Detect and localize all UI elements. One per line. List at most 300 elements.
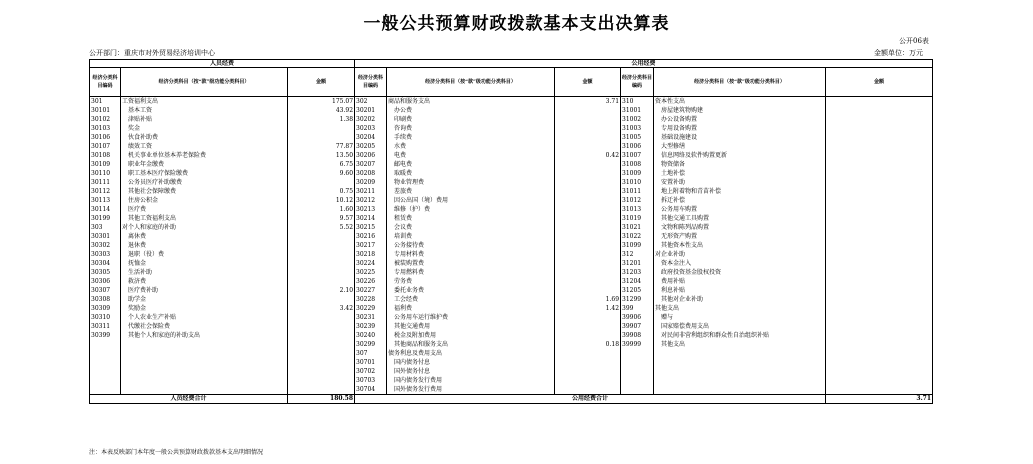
table-row (90, 232, 933, 241)
cell-amount (826, 124, 933, 133)
cell-code: 31003 (621, 124, 654, 133)
cell-amount: 0.18 (555, 340, 621, 349)
cell-code: 30305 (90, 268, 121, 277)
cell-code (90, 385, 121, 395)
cell-amount (555, 277, 621, 286)
cell-name: 职工基本医疗保险缴费 (121, 169, 288, 178)
cell-code (621, 358, 654, 367)
cell-name: 国内债务付息 (387, 358, 555, 367)
cell-amount (555, 214, 621, 223)
cell-code (90, 340, 121, 349)
cell-amount (555, 106, 621, 115)
cell-amount (555, 205, 621, 214)
cell-name: 水费 (387, 142, 555, 151)
cell-name: 文物和陈列品购置 (654, 223, 826, 232)
table-row (90, 241, 933, 250)
cell-code: 31009 (621, 169, 654, 178)
cell-name (121, 340, 288, 349)
cell-code: 31001 (621, 106, 654, 115)
cell-amount (555, 115, 621, 124)
table-row (90, 151, 933, 160)
cell-name: 绩效工资 (121, 142, 288, 151)
table-row (90, 349, 933, 358)
cell-amount: 1.38 (288, 115, 355, 124)
cell-code: 30304 (90, 259, 121, 268)
cell-amount: 1.42 (555, 304, 621, 313)
cell-amount (826, 169, 933, 178)
section-personnel: 人员经费 (90, 60, 355, 68)
cell-amount (826, 376, 933, 385)
cell-amount (555, 385, 621, 395)
col-header-code: 经济分类科目编码 (621, 68, 654, 97)
cell-code: 307 (355, 349, 387, 358)
cell-name: 土地补偿 (654, 169, 826, 178)
cell-name: 劳务费 (387, 277, 555, 286)
table-row (90, 277, 933, 286)
cell-code: 30240 (355, 331, 387, 340)
cell-code: 31204 (621, 277, 654, 286)
table-row (90, 376, 933, 385)
cell-name: 取暖费 (387, 169, 555, 178)
cell-name: 维修（护）费 (387, 205, 555, 214)
cell-code: 30209 (355, 178, 387, 187)
cell-amount (826, 295, 933, 304)
cell-code: 31010 (621, 178, 654, 187)
table-row (90, 106, 933, 115)
cell-code: 30113 (90, 196, 121, 205)
cell-code: 399 (621, 304, 654, 313)
table-row (90, 142, 933, 151)
cell-code: 31007 (621, 151, 654, 160)
cell-code: 31012 (621, 196, 654, 205)
cell-name: 其他工资福利支出 (121, 214, 288, 223)
cell-code: 30112 (90, 187, 121, 196)
cell-name: 基础设施建设 (654, 133, 826, 142)
cell-amount (555, 187, 621, 196)
cell-code: 31022 (621, 232, 654, 241)
cell-name (654, 367, 826, 376)
cell-code: 30310 (90, 313, 121, 322)
cell-name: 印刷费 (387, 115, 555, 124)
cell-amount: 5.52 (288, 223, 355, 232)
cell-name (121, 376, 288, 385)
cell-name: 费用补贴 (654, 277, 826, 286)
personnel-total-label: 人员经费合计 (90, 395, 288, 404)
cell-name: 租赁费 (387, 214, 555, 223)
cell-name: 办公费 (387, 106, 555, 115)
cell-amount (288, 250, 355, 259)
table-row (90, 331, 933, 340)
cell-name: 邮电费 (387, 160, 555, 169)
cell-name: 国外债务付息 (387, 367, 555, 376)
cell-name: 救济费 (121, 277, 288, 286)
col-header-amount: 金额 (826, 68, 933, 97)
cell-name: 培训费 (387, 232, 555, 241)
cell-name: 委托业务费 (387, 286, 555, 295)
cell-code: 31299 (621, 295, 654, 304)
public-total-label: 公用经费合计 (355, 395, 826, 404)
cell-name: 专用材料费 (387, 250, 555, 259)
cell-code: 31099 (621, 241, 654, 250)
cell-name: 利息补贴 (654, 286, 826, 295)
table-row (90, 268, 933, 277)
expenditure-table (89, 59, 933, 404)
cell-amount (288, 277, 355, 286)
cell-code: 30307 (90, 286, 121, 295)
table-row (90, 124, 933, 133)
cell-name: 专用燃料费 (387, 268, 555, 277)
cell-amount (555, 142, 621, 151)
cell-amount (288, 124, 355, 133)
cell-name: 无形资产购置 (654, 232, 826, 241)
table-row (90, 133, 933, 142)
cell-code: 31005 (621, 133, 654, 142)
cell-code: 30203 (355, 124, 387, 133)
cell-name (654, 385, 826, 395)
cell-amount (555, 250, 621, 259)
cell-code: 39906 (621, 313, 654, 322)
cell-name (121, 349, 288, 358)
cell-name: 对企业补助 (654, 250, 826, 259)
table-row (90, 187, 933, 196)
cell-code: 31019 (621, 214, 654, 223)
cell-amount (826, 286, 933, 295)
cell-amount (826, 196, 933, 205)
cell-code: 30704 (355, 385, 387, 395)
cell-name: 大型修缮 (654, 142, 826, 151)
cell-amount (826, 178, 933, 187)
cell-code: 31002 (621, 115, 654, 124)
table-row (90, 97, 933, 107)
cell-amount (826, 259, 933, 268)
cell-amount: 0.75 (288, 187, 355, 196)
cell-name: 对民间非营利组织和群众性自治组织补贴 (654, 331, 826, 340)
table-row (90, 322, 933, 331)
cell-amount (555, 169, 621, 178)
cell-amount (826, 115, 933, 124)
cell-amount (555, 376, 621, 385)
cell-amount (826, 358, 933, 367)
cell-name: 津贴补贴 (121, 115, 288, 124)
cell-amount (555, 286, 621, 295)
cell-amount: 43.92 (288, 106, 355, 115)
table-row (90, 340, 933, 349)
cell-name: 国外债务发行费用 (387, 385, 555, 395)
table-row (90, 115, 933, 124)
cell-name: 机关事业单位基本养老保险费 (121, 151, 288, 160)
cell-name: 代缴社会保险费 (121, 322, 288, 331)
cell-amount: 3.42 (288, 304, 355, 313)
col-header-amount: 金额 (555, 68, 621, 97)
cell-code: 30701 (355, 358, 387, 367)
column-header-row (90, 68, 933, 97)
cell-amount (826, 349, 933, 358)
cell-code: 30204 (355, 133, 387, 142)
section-header-row (90, 60, 933, 68)
cell-amount (826, 142, 933, 151)
cell-code: 312 (621, 250, 654, 259)
cell-code: 30217 (355, 241, 387, 250)
table-row (90, 295, 933, 304)
cell-name: 办公设备购置 (654, 115, 826, 124)
cell-amount (288, 259, 355, 268)
table-row (90, 223, 933, 232)
cell-code: 30239 (355, 322, 387, 331)
cell-name: 差旅费 (387, 187, 555, 196)
cell-amount (288, 367, 355, 376)
cell-amount: 77.87 (288, 142, 355, 151)
cell-name (121, 358, 288, 367)
cell-amount (288, 349, 355, 358)
department-label: 公开部门：重庆市对外贸易经济培训中心 (89, 49, 215, 57)
cell-amount (555, 196, 621, 205)
cell-name: 债务利息及费用支出 (387, 349, 555, 358)
cell-code: 30114 (90, 205, 121, 214)
cell-amount: 1.69 (555, 295, 621, 304)
cell-name: 被装购置费 (387, 259, 555, 268)
cell-code: 30224 (355, 259, 387, 268)
cell-code: 30208 (355, 169, 387, 178)
table-row (90, 304, 933, 313)
cell-name: 助学金 (121, 295, 288, 304)
cell-code: 30226 (355, 277, 387, 286)
cell-name: 其他对企业补助 (654, 295, 826, 304)
cell-amount (555, 313, 621, 322)
cell-name: 资本性支出 (654, 97, 826, 107)
cell-code: 30702 (355, 367, 387, 376)
cell-name: 信息网络及软件购置更新 (654, 151, 826, 160)
cell-amount (555, 367, 621, 376)
cell-amount (288, 385, 355, 395)
cell-code: 310 (621, 97, 654, 107)
cell-code: 30308 (90, 295, 121, 304)
col-header-name: 经济分类科目（按“款”级功能分类科目） (654, 68, 826, 97)
cell-code: 30207 (355, 160, 387, 169)
cell-name: 安置补助 (654, 178, 826, 187)
cell-amount: 1.60 (288, 205, 355, 214)
cell-code: 30206 (355, 151, 387, 160)
table-row (90, 160, 933, 169)
cell-amount (555, 232, 621, 241)
cell-code: 303 (90, 223, 121, 232)
cell-amount (288, 322, 355, 331)
cell-amount (826, 385, 933, 395)
cell-name: 退休费 (121, 241, 288, 250)
table-code: 公开06表 (899, 37, 929, 45)
cell-code: 30106 (90, 133, 121, 142)
table-row (90, 286, 933, 295)
cell-amount (288, 295, 355, 304)
cell-code: 30311 (90, 322, 121, 331)
footnote: 注：本表反映部门本年度一般公共预算财政拨款基本支出明细情况 (89, 449, 264, 456)
cell-code: 39907 (621, 322, 654, 331)
cell-amount (555, 358, 621, 367)
cell-amount (288, 178, 355, 187)
cell-code: 30201 (355, 106, 387, 115)
cell-name: 国家赔偿费用支出 (654, 322, 826, 331)
cell-code: 30309 (90, 304, 121, 313)
cell-name (654, 349, 826, 358)
table-row (90, 259, 933, 268)
cell-code: 30102 (90, 115, 121, 124)
cell-amount (826, 313, 933, 322)
cell-amount (555, 223, 621, 232)
cell-code: 30227 (355, 286, 387, 295)
cell-name: 公务用车运行维护费 (387, 313, 555, 322)
col-header-code: 经济分类科目编码 (355, 68, 387, 97)
cell-amount (826, 277, 933, 286)
cell-amount (826, 340, 933, 349)
cell-name: 因公出国（境）费用 (387, 196, 555, 205)
cell-name: 物资储备 (654, 160, 826, 169)
cell-name: 对个人和家庭的补助 (121, 223, 288, 232)
cell-amount (826, 304, 933, 313)
cell-name: 住房公积金 (121, 196, 288, 205)
public-total-value: 3.71 (826, 395, 933, 404)
cell-code: 30213 (355, 205, 387, 214)
cell-code: 31013 (621, 205, 654, 214)
cell-amount (826, 223, 933, 232)
cell-amount (826, 205, 933, 214)
cell-code: 30399 (90, 331, 121, 340)
table-row (90, 313, 933, 322)
cell-code: 30109 (90, 160, 121, 169)
cell-name: 基本工资 (121, 106, 288, 115)
cell-code: 30202 (355, 115, 387, 124)
cell-name (121, 367, 288, 376)
cell-code: 30703 (355, 376, 387, 385)
cell-code: 31021 (621, 223, 654, 232)
cell-code (90, 358, 121, 367)
cell-code: 30306 (90, 277, 121, 286)
cell-name: 离休费 (121, 232, 288, 241)
table-row (90, 358, 933, 367)
cell-code: 30212 (355, 196, 387, 205)
cell-amount (826, 97, 933, 107)
cell-amount (288, 331, 355, 340)
cell-amount (826, 331, 933, 340)
table-row (90, 178, 933, 187)
page-title: 一般公共预算财政拨款基本支出决算表 (363, 14, 670, 34)
cell-code: 30199 (90, 214, 121, 223)
cell-name: 其他交通工具购置 (654, 214, 826, 223)
cell-amount (288, 313, 355, 322)
cell-name: 抚恤金 (121, 259, 288, 268)
table-row (90, 367, 933, 376)
cell-amount (288, 340, 355, 349)
cell-name: 公务接待费 (387, 241, 555, 250)
cell-code (621, 376, 654, 385)
cell-code: 39908 (621, 331, 654, 340)
cell-amount: 10.12 (288, 196, 355, 205)
cell-amount (826, 268, 933, 277)
cell-code: 30205 (355, 142, 387, 151)
cell-code: 31201 (621, 259, 654, 268)
cell-code: 39999 (621, 340, 654, 349)
cell-name: 国内债务发行费用 (387, 376, 555, 385)
cell-name: 退职（役）费 (121, 250, 288, 259)
cell-amount (288, 241, 355, 250)
cell-name: 医疗费 (121, 205, 288, 214)
cell-code (621, 349, 654, 358)
cell-code: 30228 (355, 295, 387, 304)
cell-code: 30225 (355, 268, 387, 277)
cell-amount (826, 250, 933, 259)
cell-name (654, 376, 826, 385)
cell-code (621, 385, 654, 395)
cell-amount: 9.60 (288, 169, 355, 178)
cell-amount (555, 259, 621, 268)
cell-amount: 13.50 (288, 151, 355, 160)
cell-name: 电费 (387, 151, 555, 160)
cell-code: 30211 (355, 187, 387, 196)
cell-name: 伙食补助费 (121, 133, 288, 142)
cell-name: 职业年金缴费 (121, 160, 288, 169)
cell-name: 会议费 (387, 223, 555, 232)
cell-code: 30301 (90, 232, 121, 241)
cell-code: 30303 (90, 250, 121, 259)
cell-name: 资本金注入 (654, 259, 826, 268)
cell-name: 医疗费补助 (121, 286, 288, 295)
cell-code: 30214 (355, 214, 387, 223)
cell-name: 物业管理费 (387, 178, 555, 187)
table-row (90, 214, 933, 223)
personnel-total-value: 180.58 (288, 395, 355, 404)
cell-code: 30231 (355, 313, 387, 322)
cell-code: 30229 (355, 304, 387, 313)
cell-name: 其他资本性支出 (654, 241, 826, 250)
cell-amount (826, 232, 933, 241)
cell-name: 赠与 (654, 313, 826, 322)
cell-code: 31011 (621, 187, 654, 196)
cell-code: 31205 (621, 286, 654, 295)
cell-code: 30302 (90, 241, 121, 250)
cell-name: 拆迁补偿 (654, 196, 826, 205)
cell-amount (288, 358, 355, 367)
cell-name: 其他商品和服务支出 (387, 340, 555, 349)
cell-code: 30103 (90, 124, 121, 133)
cell-amount: 3.71 (555, 97, 621, 107)
cell-name: 福利费 (387, 304, 555, 313)
cell-code: 302 (355, 97, 387, 107)
cell-code: 30218 (355, 250, 387, 259)
cell-code (621, 367, 654, 376)
cell-amount (826, 106, 933, 115)
cell-amount (555, 322, 621, 331)
cell-name: 生活补助 (121, 268, 288, 277)
cell-code: 30101 (90, 106, 121, 115)
cell-code (90, 367, 121, 376)
cell-amount (555, 268, 621, 277)
cell-amount (555, 124, 621, 133)
cell-code: 30216 (355, 232, 387, 241)
cell-name: 其他支出 (654, 304, 826, 313)
cell-name: 奖励金 (121, 304, 288, 313)
cell-code: 31006 (621, 142, 654, 151)
cell-code: 30215 (355, 223, 387, 232)
cell-amount (555, 133, 621, 142)
cell-name (121, 385, 288, 395)
cell-name: 咨询费 (387, 124, 555, 133)
cell-name: 个人农业生产补贴 (121, 313, 288, 322)
cell-name: 手续费 (387, 133, 555, 142)
section-public: 公用经费 (355, 60, 933, 68)
cell-amount (826, 367, 933, 376)
cell-name: 其他支出 (654, 340, 826, 349)
table-row (90, 250, 933, 259)
cell-name: 其他交通费用 (387, 322, 555, 331)
cell-amount (826, 133, 933, 142)
